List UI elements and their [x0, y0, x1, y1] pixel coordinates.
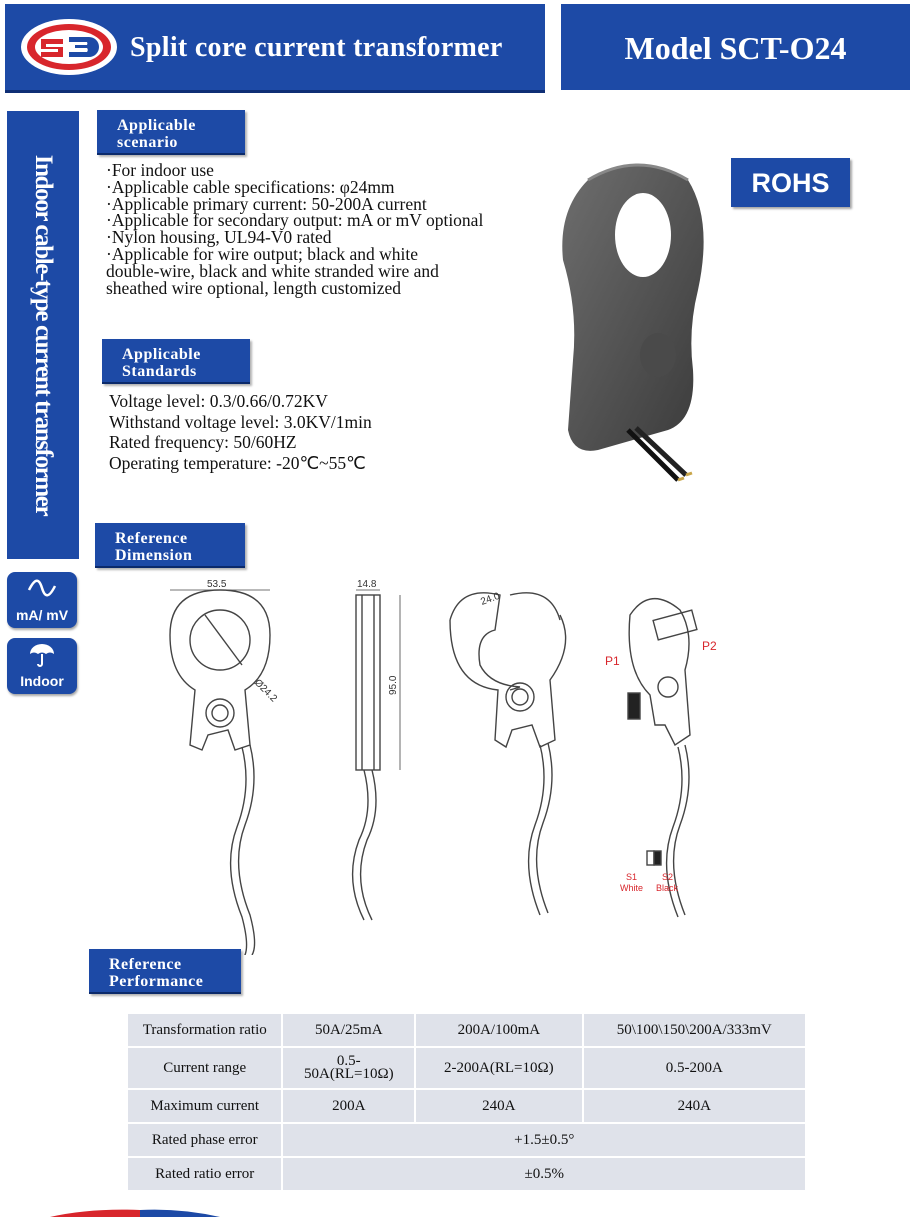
scenario-heading-line1: Applicable [117, 117, 196, 134]
list-item: double-wire, black and white stranded wire and [106, 260, 439, 281]
dimension-drawings [150, 575, 730, 955]
list-item: ·Nylon housing, UL94-V0 rated [106, 227, 332, 248]
list-item: ·Applicable for secondary output: mA or mV optional [106, 210, 484, 231]
company-logo [19, 17, 119, 77]
spec-label: Voltage level: [109, 391, 210, 411]
indoor-badge [7, 638, 77, 694]
vertical-category-title: Indoor cable-type current transformer [30, 154, 57, 516]
page-title: Split core current transformer [130, 32, 503, 63]
dimension-heading-line1: Reference [115, 530, 188, 547]
spec-label: Rated frequency: [109, 432, 234, 452]
sine-wave-icon [27, 578, 57, 598]
s2-color-label: Black [656, 883, 679, 893]
model-title-bar [561, 4, 910, 90]
table-cell: 240A [415, 1089, 582, 1123]
row-label: Rated phase error [127, 1123, 282, 1157]
vertical-category-bar [7, 111, 79, 559]
umbrella-icon [28, 642, 56, 668]
spec-value: 0.3/0.66/0.72KV [209, 391, 328, 411]
header-title-bar [5, 4, 545, 93]
table-cell: 200A [282, 1089, 415, 1123]
spec-value: -20℃~55℃ [276, 452, 366, 473]
iso-view-drawing [628, 599, 697, 917]
spec-row [109, 412, 372, 433]
performance-heading-line1: Reference [109, 956, 182, 973]
p2-label: P2 [702, 639, 717, 653]
table-row [127, 1157, 806, 1191]
table-cell: 2-200A(RL=10Ω) [415, 1047, 582, 1089]
output-type-label: mA/ mV [15, 607, 69, 623]
bore-label: Ø24.2 [251, 677, 279, 705]
rohs-badge: ROHS [731, 158, 850, 207]
table-cell-merged: +1.5±0.5° [282, 1123, 806, 1157]
standards-heading-line2: Standards [122, 363, 197, 380]
spec-row [109, 432, 372, 453]
s2-label: S2 [662, 872, 674, 882]
row-label: Transformation ratio [127, 1013, 282, 1047]
product-photo [548, 160, 728, 490]
table-row [127, 1047, 806, 1089]
table-cell-merged: ±0.5% [282, 1157, 806, 1191]
side-view-drawing [353, 590, 400, 920]
scenario-heading [97, 110, 245, 155]
performance-heading [89, 949, 241, 994]
table-cell: 200A/100mA [415, 1013, 582, 1047]
performance-table [126, 1012, 807, 1192]
list-item: ·Applicable primary current: 50-200A current [106, 193, 427, 214]
table-cell: 0.5- 50A(RL=10Ω) [282, 1047, 415, 1089]
s1-color-label: White [620, 883, 644, 893]
s1-label: S1 [626, 872, 638, 882]
model-number: Model SCT-O24 [624, 30, 847, 66]
spec-value: 50/60HZ [233, 432, 297, 452]
table-cell: 0.5-200A [583, 1047, 806, 1089]
scenario-list [106, 162, 526, 296]
thickness-label: 14.8 [357, 579, 377, 590]
scenario-heading-line2: scenario [117, 134, 178, 151]
spec-label: Withstand voltage level: [109, 411, 284, 432]
table-cell: 50\100\150\200A/333mV [583, 1013, 806, 1047]
opening-label: 24.0 [479, 590, 502, 608]
table-row [127, 1123, 806, 1157]
output-type-badge [7, 572, 77, 628]
footer-logo-fragment [50, 1208, 230, 1217]
list-item: ·Applicable cable specifications: φ24mm [106, 176, 395, 197]
table-cell: 50A/25mA [282, 1013, 415, 1047]
indoor-label: Indoor [20, 673, 64, 689]
row-label: Rated ratio error [127, 1157, 282, 1191]
list-item: ·Applicable for wire output; black and white [106, 243, 418, 264]
height-label: 95.0 [388, 675, 399, 695]
table-cell: 240A [583, 1089, 806, 1123]
spec-value: 3.0KV/1min [283, 411, 372, 432]
list-item: sheathed wire optional, length customized [106, 277, 401, 298]
list-item: ·For indoor use [106, 160, 214, 180]
table-row [127, 1089, 806, 1123]
spec-label: Operating temperature: [109, 452, 277, 473]
standards-heading-line1: Applicable [122, 346, 201, 363]
row-label: Current range [127, 1047, 282, 1089]
standards-heading [102, 339, 250, 384]
width-label: 53.5 [207, 579, 227, 590]
p1-label: P1 [605, 654, 620, 668]
open-view-drawing [450, 590, 566, 915]
spec-row [109, 391, 372, 412]
spec-row [109, 453, 372, 474]
table-row [127, 1013, 806, 1047]
dimension-heading-line2: Dimension [115, 547, 193, 564]
performance-heading-line2: Performance [109, 973, 204, 990]
row-label: Maximum current [127, 1089, 282, 1123]
dimension-heading [95, 523, 245, 568]
front-view-drawing [170, 590, 270, 955]
standards-list [109, 391, 372, 473]
